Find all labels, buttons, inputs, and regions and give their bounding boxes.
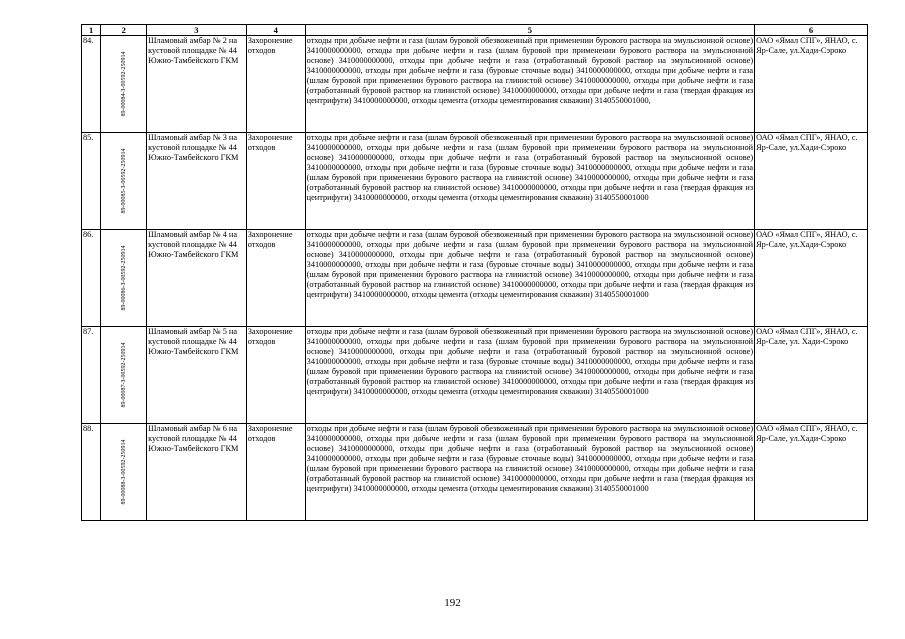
waste-types: отходы при добыче нефти и газа (шлам буровой обезвоженный при применении бурового раствора на эмульсионной основе) 3410000000000, отходы при добыче нефти и газа (шлам буровой при применении бурового раствора на эмульсионной основе) 3410000000000, отходы при добыче нефти и газа (отработанный буровой раствор на эмульсионной основе) 3410000000000, отходы при добыче нефти и газа (буровые сточные воды) 3410000000000, отходы при добыче нефти и газа (шлам буровой при применении бурового раствора на глинистой основе) 3410000000000, отходы при добыче нефти и газа (отработанный буровой раствор на глинистой основе) 3410000000000, отходы при добыче нефти и газа (твердая фракция из центрифуги) 3410000000000, отходы цемента (отходы цементирования скважин) 3140550001000 xyxy=(305,133,754,230)
column-number-row xyxy=(82,25,868,36)
facility-owner: ОАО «Ямал СПГ», ЯНАО, с. Яр-Сале, ул.Хади-Сэроко xyxy=(755,36,868,133)
registry-code-cell xyxy=(101,230,147,327)
waste-types: отходы при добыче нефти и газа (шлам буровой обезвоженный при применении бурового раствора на эмульсионной основе) 3410000000000, отходы при добыче нефти и газа (шлам буровой при применении бурового раствора на эмульсионной основе) 3410000000000, отходы при добыче нефти и газа (отработанный буровой раствор на эмульсионной основе) 3410000000000, отходы при добыче нефти и газа (буровые сточные воды) 3410000000000, отходы при добыче нефти и газа (шлам буровой при применении бурового раствора на глинистой основе) 3410000000000, отходы при добыче нефти и газа (отработанный буровой раствор на глинистой основе) 3410000000000, отходы при добыче нефти и газа (твердая фракция из центрифуги) 3410000000000, отходы цемента (отходы цементирования скважин) 3140550001000, xyxy=(305,36,754,133)
facility-name: Шламовый амбар № 3 на кустовой площадке № 44 Южно-Тамбейского ГКМ xyxy=(147,133,247,230)
page-number: 192 xyxy=(444,597,461,609)
facility-name: Шламовый амбар № 2 на кустовой площадке № 44 Южно-Тамбейского ГКМ xyxy=(147,36,247,133)
waste-types: отходы при добыче нефти и газа (шлам буровой обезвоженный при применении бурового раствора на эмульсионной основе) 3410000000000, отходы при добыче нефти и газа (шлам буровой при применении бурового раствора на эмульсионной основе) 3410000000000, отходы при добыче нефти и газа (отработанный буровой раствор на эмульсионной основе) 3410000000000, отходы при добыче нефти и газа (буровые сточные воды) 3410000000000, отходы при добыче нефти и газа (шлам буровой при применении бурового раствора на глинистой основе) 3410000000000, отходы при добыче нефти и газа (отработанный буровой раствор на глинистой основе) 3410000000000, отходы при добыче нефти и газа (твердая фракция из центрифуги) 3410000000000, отходы цемента (отходы цементирования скважин) 3140550001000 xyxy=(305,424,754,521)
registry-code-cell xyxy=(101,36,147,133)
table-row xyxy=(82,424,868,521)
facility-owner: ОАО «Ямал СПГ», ЯНАО, с. Яр-Сале, ул.Хади-Сэроко xyxy=(755,424,868,521)
facility-name: Шламовый амбар № 6 на кустовой площадке № 44 Южно-Тамбейского ГКМ xyxy=(147,424,247,521)
registry-code: 89-00088-З-00592-250914 xyxy=(120,439,127,505)
facility-owner: ОАО «Ямал СПГ», ЯНАО, с. Яр-Сале, ул.Хади-Сэроко xyxy=(755,230,868,327)
registry-code: 89-00086-З-00592-250914 xyxy=(120,245,127,311)
column-header: 6 xyxy=(755,25,868,36)
registry-code-cell xyxy=(101,327,147,424)
facility-purpose: Захоронение отходов xyxy=(246,230,305,327)
facility-purpose: Захоронение отходов xyxy=(246,133,305,230)
waste-types: отходы при добыче нефти и газа (шлам буровой обезвоженный при применении бурового раствора на эмульсионной основе) 3410000000000, отходы при добыче нефти и газа (шлам буровой при применении бурового раствора на эмульсионной основе) 3410000000000, отходы при добыче нефти и газа (отработанный буровой раствор на эмульсионной основе) 3410000000000, отходы при добыче нефти и газа (буровые сточные воды) 3410000000000, отходы при добыче нефти и газа (шлам буровой при применении бурового раствора на глинистой основе) 3410000000000, отходы при добыче нефти и газа (отработанный буровой раствор на глинистой основе) 3410000000000, отходы при добыче нефти и газа (твердая фракция из центрифуги) 3410000000000, отходы цемента (отходы цементирования скважин) 3140550001000 xyxy=(305,327,754,424)
waste-facility-table xyxy=(81,24,868,521)
registry-code-cell xyxy=(101,133,147,230)
facility-name: Шламовый амбар № 5 на кустовой площадке № 44 Южно-Тамбейского ГКМ xyxy=(147,327,247,424)
row-number: 85. xyxy=(82,133,101,230)
column-header: 2 xyxy=(101,25,147,36)
row-number: 88. xyxy=(82,424,101,521)
column-header: 4 xyxy=(246,25,305,36)
waste-types: отходы при добыче нефти и газа (шлам буровой обезвоженный при применении бурового раствора на эмульсионной основе) 3410000000000, отходы при добыче нефти и газа (шлам буровой при применении бурового раствора на эмульсионной основе) 3410000000000, отходы при добыче нефти и газа (отработанный буровой раствор на эмульсионной основе) 3410000000000, отходы при добыче нефти и газа (буровые сточные воды) 3410000000000, отходы при добыче нефти и газа (шлам буровой при применении бурового раствора на глинистой основе) 3410000000000, отходы при добыче нефти и газа (отработанный буровой раствор на глинистой основе) 3410000000000, отходы при добыче нефти и газа (твердая фракция из центрифуги) 3410000000000, отходы цемента (отходы цементирования скважин) 3140550001000 xyxy=(305,230,754,327)
row-number: 86. xyxy=(82,230,101,327)
row-number: 87. xyxy=(82,327,101,424)
table-row xyxy=(82,133,868,230)
registry-code-cell xyxy=(101,424,147,521)
facility-purpose: Захоронение отходов xyxy=(246,327,305,424)
column-header: 3 xyxy=(147,25,247,36)
registry-code: 89-00084-З-00592-250914 xyxy=(120,51,127,117)
table-row xyxy=(82,36,868,133)
facility-owner: ОАО «Ямал СПГ», ЯНАО, с. Яр-Сале, ул.Хади-Сэроко xyxy=(755,133,868,230)
table-row xyxy=(82,230,868,327)
table-row xyxy=(82,327,868,424)
registry-code: 89-00087-З-00592-250914 xyxy=(120,342,127,408)
registry-code: 89-00085-З-00592-250914 xyxy=(120,148,127,214)
column-header: 1 xyxy=(82,25,101,36)
facility-owner: ОАО «Ямал СПГ», ЯНАО, с. Яр-Сале, ул. Хади-Сэроко xyxy=(755,327,868,424)
facility-purpose: Захоронение отходов xyxy=(246,424,305,521)
facility-purpose: Захоронение отходов xyxy=(246,36,305,133)
column-header: 5 xyxy=(305,25,754,36)
facility-name: Шламовый амбар № 4 на кустовой площадке № 44 Южно-Тамбейского ГКМ xyxy=(147,230,247,327)
row-number: 84. xyxy=(82,36,101,133)
